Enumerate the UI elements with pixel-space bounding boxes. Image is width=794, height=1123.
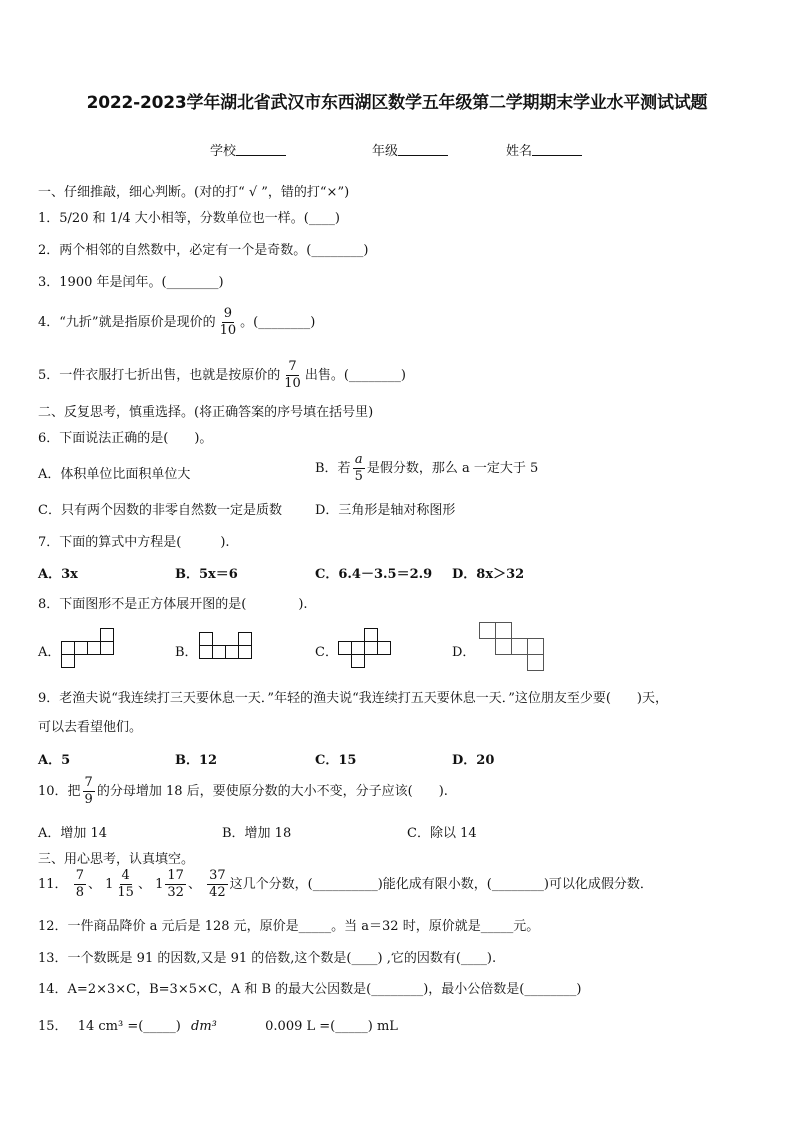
page-title: 2022-2023学年湖北省武汉市东西湖区数学五年级第二学期期末学业水平测试试题	[86, 93, 708, 113]
question-3: 3．1900 年是闰年。(________)	[38, 275, 224, 290]
question-4: 4．“九折”就是指原价是现价的 $\frac{9}{10}$ 。(________)	[38, 306, 316, 338]
question-9-cont: 可以去看望他们。	[38, 720, 143, 735]
question-11: 11． $\frac{7}{8}$ 、 1 $\frac{4}{15}$ 、 1 $\frac{17}{32}$ 、 $\frac{37}{42}$ 这几个分数，(__________)能化成有限小数，(________)可以化成假分数．	[38, 868, 653, 900]
question-13: 13．一个数既是 91 的因数,又是 91 的倍数,这个数是(____) ,它的因数有(____).	[38, 951, 497, 966]
question-2: 2．两个相邻的自然数中，必定有一个是奇数。(________)	[38, 243, 369, 258]
question-14: 14．A=2×3×C，B=3×5×C，A 和 B 的最大公因数是(________)，最小公倍数是(________)	[38, 982, 582, 997]
cube-net-c	[338, 628, 394, 668]
grade-field[interactable]: 年级	[372, 140, 448, 159]
fraction: $\frac{7}{10}$	[284, 359, 301, 391]
q9-option-a: A．5	[38, 753, 71, 768]
question-12: 12．一件商品降价 a 元后是 128 元，原价是_____。当 a＝32 时，原价就是_____元。	[38, 919, 540, 934]
q8-option-d: D．	[452, 645, 476, 660]
school-field[interactable]: 学校	[210, 140, 286, 159]
q9-option-d: D．20	[452, 753, 495, 768]
q9-option-c: C．15	[315, 753, 357, 768]
question-1: 1．5/20 和 1/4 大小相等，分数单位也一样。(____)	[38, 211, 340, 226]
question-9: 9．老渔夫说“我连续打三天要休息一天．”年轻的渔夫说“我连续打五天要休息一天．”这位朋友至少要( )天，	[38, 691, 668, 706]
section-1-heading: 一、仔细推敲，细心判断。(对的打“ √ ”，错的打“×”)	[38, 185, 350, 200]
question-15: 15． 14 cm³ =(_____) dm³ 0.009 L =(_____) mL	[38, 1019, 398, 1034]
q8-option-c: C．	[315, 645, 338, 660]
fraction: $\frac{9}{10}$	[219, 306, 237, 338]
q9-option-b: B．12	[175, 753, 218, 768]
q8-option-b: B．	[175, 645, 198, 660]
q10-option-b: B．增加 18	[222, 826, 292, 841]
question-6: 6．下面说法正确的是( )。	[38, 431, 213, 446]
q6-option-d: D．三角形是轴对称图形	[315, 503, 456, 518]
question-8: 8．下面图形不是正方体展开图的是( ).	[38, 597, 308, 612]
section-2-heading: 二、反复思考，慎重选择。(将正确答案的序号填在括号里)	[38, 405, 374, 420]
q6-option-a: A．体积单位比面积单位大	[38, 467, 191, 482]
q10-option-c: C．除以 14	[407, 826, 477, 841]
q8-option-a: A．	[38, 645, 61, 660]
q10-option-a: A．增加 14	[38, 826, 108, 841]
cube-net-d	[479, 622, 549, 674]
q6-option-c: C．只有两个因数的非零自然数一定是质数	[38, 503, 282, 518]
question-5: 5．一件衣服打七折出售，也就是按原价的 $\frac{7}{10}$ 出售。(________)	[38, 359, 406, 391]
q6-option-b: B．若 $\frac{a}{5}$ 是假分数，那么 a 一定大于 5	[315, 452, 539, 484]
cube-net-b	[199, 632, 255, 662]
name-field[interactable]: 姓名	[506, 140, 582, 159]
cube-net-a	[61, 628, 117, 668]
q7-option-c: C．6.4－3.5＝2.9	[315, 567, 433, 582]
question-10: 10．把 $\frac{7}{9}$ 的分母增加 18 后，要使原分数的大小不变，分子应该( ).	[38, 775, 448, 807]
q7-option-d: D．8x＞32	[452, 567, 525, 582]
section-3-heading: 三、用心思考，认真填空。	[38, 852, 195, 867]
q7-option-b: B．5x＝6	[175, 567, 238, 582]
question-7: 7．下面的算式中方程是( ).	[38, 535, 230, 550]
q7-option-a: A．3x	[38, 567, 78, 582]
